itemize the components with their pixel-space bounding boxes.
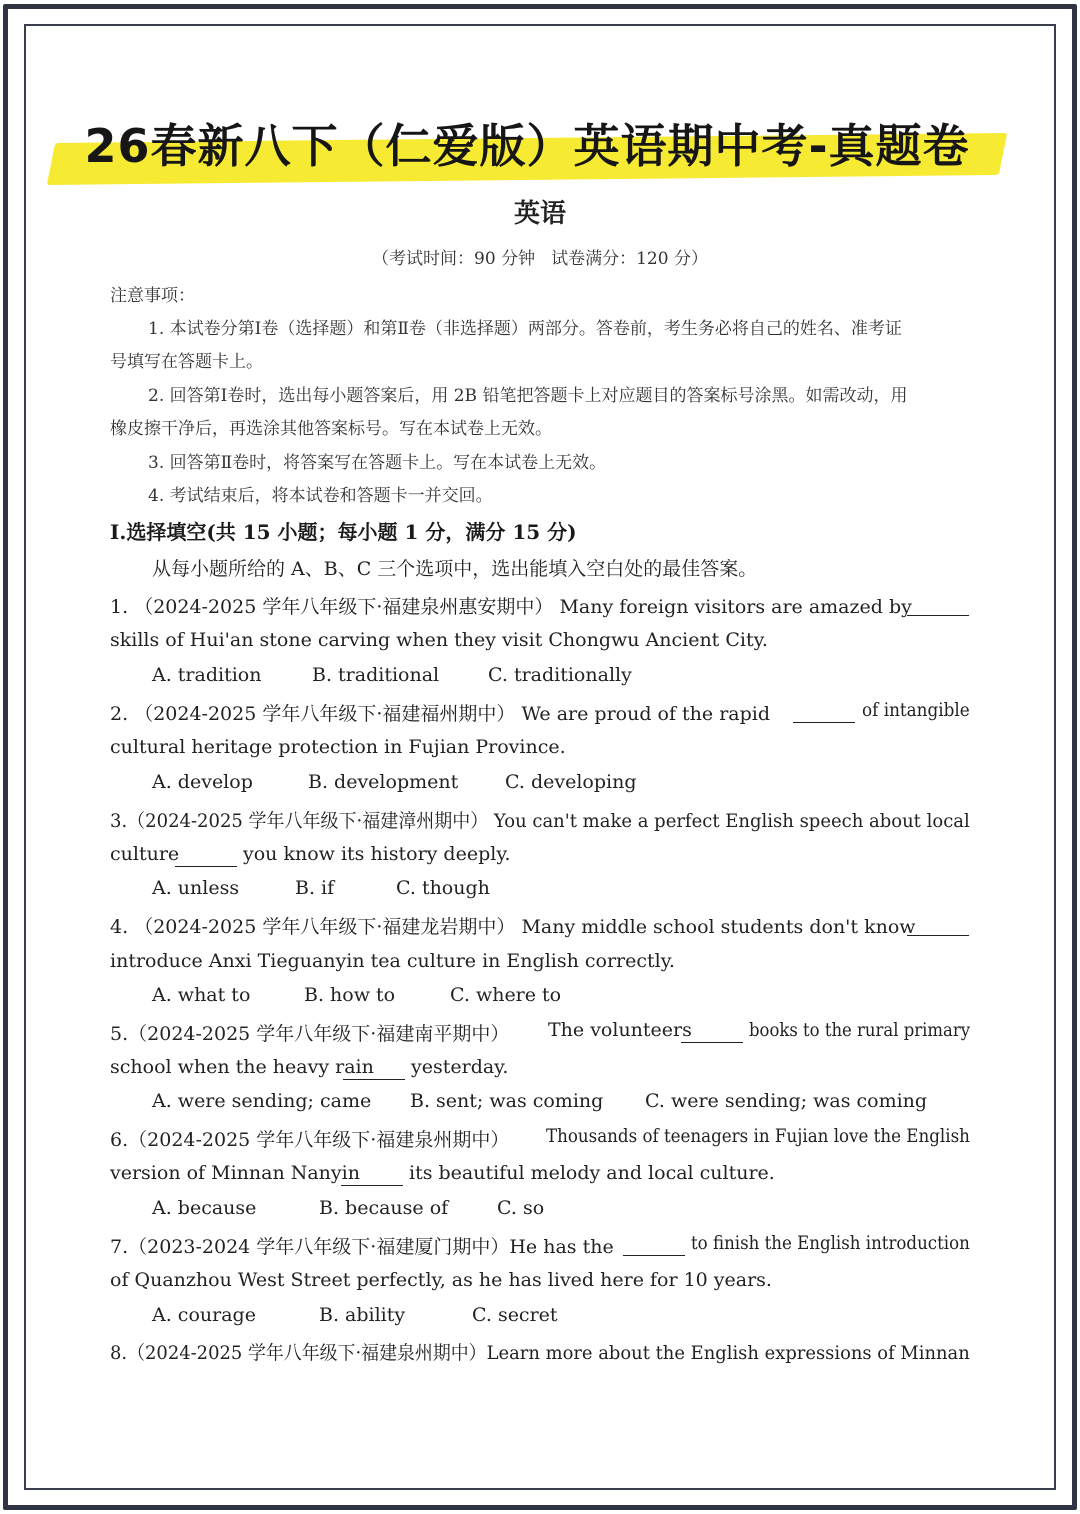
option: A. because <box>152 1197 257 1219</box>
question-number: 5. <box>110 1023 129 1045</box>
title-block <box>52 108 1002 188</box>
question-text: We are proud of the rapid <box>521 703 771 725</box>
answer-blank <box>681 1041 743 1043</box>
option: B. sent; was coming <box>410 1090 604 1112</box>
option: B. if <box>295 877 335 899</box>
option: C. though <box>396 877 490 899</box>
question-source: （2024-2025 学年八年级下·福建龙岩期中） <box>134 916 516 938</box>
question-text: introduce Anxi Tieguanyin tea culture in English correctly. <box>110 950 675 972</box>
question-text: He has the <box>509 1236 614 1258</box>
question-text: version of Minnan Nanyin <box>110 1162 360 1184</box>
option: C. where to <box>450 984 562 1006</box>
question-source: （2023-2024 学年八年级下·福建厦门期中） <box>128 1236 510 1258</box>
subject-heading: 英语 <box>513 199 566 229</box>
answer-blank <box>623 1254 685 1256</box>
question-number: 2. <box>110 703 129 725</box>
question-source: （2024-2025 学年八年级下·福建南平期中） <box>128 1023 510 1045</box>
answer-blank <box>907 614 969 616</box>
answer-blank <box>793 721 855 723</box>
question-text: books to the rural primary <box>749 1019 971 1041</box>
page-title: 26春新八下（仁爱版）英语期中考-真题卷 <box>84 119 970 173</box>
question-8-line1 <box>110 1338 970 1365</box>
note-line: 号填写在答题卡上。 <box>110 352 263 372</box>
question-3-line1 <box>110 806 970 833</box>
question-text: You can't make a perfect English speech about local <box>493 810 970 832</box>
exam-time: （考试时间：90 分钟 <box>372 249 536 269</box>
question-number: 1. <box>110 596 129 618</box>
question-text: Thousands of teenagers in Fujian love the English <box>546 1125 970 1147</box>
option: A. courage <box>152 1304 256 1326</box>
full-score: 试卷满分：120 分） <box>551 249 708 269</box>
question-text: school when the heavy rain <box>110 1056 374 1078</box>
option: A. tradition <box>152 664 262 686</box>
option: B. how to <box>304 984 396 1006</box>
question-6-line1 <box>110 1125 509 1152</box>
question-1-line1 <box>110 592 912 619</box>
question-text: to finish the English introduction <box>691 1232 970 1254</box>
question-source: （2024-2025 学年八年级下·福建泉州期中） <box>128 1129 510 1151</box>
question-text: its beautiful melody and local culture. <box>409 1162 775 1184</box>
question-source: （2024-2025 学年八年级下·福建漳州期中） <box>127 810 489 832</box>
option: C. secret <box>472 1304 558 1326</box>
question-number: 3. <box>110 810 128 832</box>
section-instruction: 从每小题所给的 A、B、C 三个选项中，选出能填入空白处的最佳答案。 <box>152 558 758 580</box>
answer-blank <box>175 865 237 867</box>
question-text: skills of Hui'an stone carving when they visit Chongwu Ancient City. <box>110 629 768 651</box>
exam-info <box>0 244 1080 269</box>
question-source: （2024-2025 学年八年级下·福建福州期中） <box>134 703 516 725</box>
option: B. development <box>308 771 459 793</box>
option: A. were sending; came <box>152 1090 372 1112</box>
question-text: Learn more about the English expressions of Minnan <box>486 1342 970 1364</box>
answer-blank <box>343 1078 405 1080</box>
option: A. what to <box>152 984 251 1006</box>
option: C. traditionally <box>488 664 632 686</box>
notes-heading: 注意事项： <box>110 286 195 306</box>
question-5-line1 <box>110 1019 509 1046</box>
option: C. developing <box>505 771 637 793</box>
question-text: Many middle school students don't know <box>521 916 916 938</box>
note-line: 3. 回答第Ⅱ卷时，将答案写在答题卡上。写在本试卷上无效。 <box>148 453 607 473</box>
question-text: you know its history deeply. <box>243 843 511 865</box>
section-title: I.选择填空(共 15 小题；每小题 1 分，满分 15 分) <box>110 520 577 544</box>
question-number: 4. <box>110 916 129 938</box>
note-line: 1. 本试卷分第Ⅰ卷（选择题）和第Ⅱ卷（非选择题）两部分。答卷前，考生务必将自己的姓名、准考证 <box>148 319 902 339</box>
question-source: （2024-2025 学年八年级下·福建泉州惠安期中） <box>134 596 554 618</box>
option: B. because of <box>319 1197 449 1219</box>
answer-blank <box>907 934 969 936</box>
note-line: 橡皮擦干净后，再选涂其他答案标号。写在本试卷上无效。 <box>110 419 552 439</box>
note-line: 2. 回答第Ⅰ卷时，选出每小题答案后，用 2B 铅笔把答题卡上对应题目的答案标号涂黑。如需改动，用 <box>148 386 908 406</box>
option: C. so <box>497 1197 545 1219</box>
question-text: of intangible <box>862 699 970 721</box>
question-source: （2024-2025 学年八年级下·福建泉州期中） <box>127 1342 487 1364</box>
note-line: 4. 考试结束后，将本试卷和答题卡一并交回。 <box>148 486 493 506</box>
question-4-line1 <box>110 912 916 939</box>
question-text: Many foreign visitors are amazed by <box>559 596 912 618</box>
question-text: culture <box>110 843 180 865</box>
option: A. develop <box>152 771 253 793</box>
question-number: 7. <box>110 1236 129 1258</box>
option: A. unless <box>152 877 240 899</box>
question-number: 6. <box>110 1129 129 1151</box>
question-text: The volunteers <box>548 1019 692 1041</box>
question-2-line1 <box>110 699 770 726</box>
option: B. ability <box>319 1304 406 1326</box>
question-7-line1 <box>110 1232 614 1259</box>
question-text: yesterday. <box>411 1056 509 1078</box>
question-text: of Quanzhou West Street perfectly, as he has lived here for 10 years. <box>110 1269 772 1291</box>
option: C. were sending; was coming <box>645 1090 928 1112</box>
question-number: 8. <box>110 1342 128 1364</box>
question-text: cultural heritage protection in Fujian Province. <box>110 736 566 758</box>
answer-blank <box>341 1184 403 1186</box>
option: B. traditional <box>312 664 440 686</box>
